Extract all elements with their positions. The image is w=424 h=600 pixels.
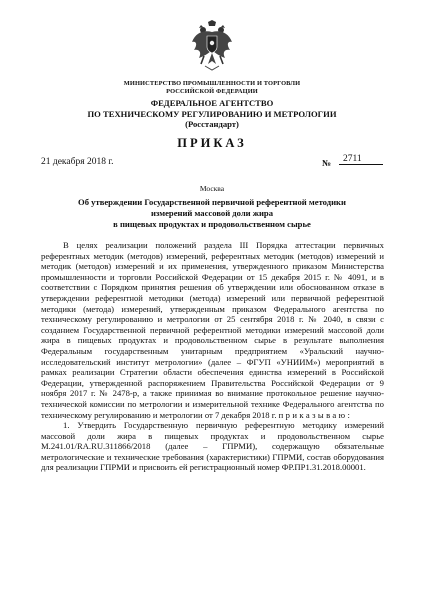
order-number: 2711 <box>339 154 383 165</box>
subject-line-1: Об утверждении Государственной первичной референтной методики <box>78 197 346 207</box>
agency-line-1: ФЕДЕРАЛЬНОЕ АГЕНТСТВО <box>150 98 274 108</box>
ministry-name <box>0 80 424 96</box>
order-date: 21 декабря 2018 г. <box>41 157 114 167</box>
body-paragraph-2: 1. Утвердить Государственную первичную референтную методику измерений массовой доли жира в пищевых продуктах и продовольственном сырье М.241.01/RA.RU.311866/2018 (далее – ГПРМИ), содержащую обязательные метрологические и технические требования (характеристики) ГПРМИ, состав оборудования для реализации ГПРМИ и присвоить ей регистрационный номер ФР.ПР1.31.2018.00001. <box>41 420 384 473</box>
agency-line-2: ПО ТЕХНИЧЕСКОМУ РЕГУЛИРОВАНИЮ И МЕТРОЛОГИИ <box>87 108 337 119</box>
body-paragraph-1 <box>41 240 384 420</box>
order-subject <box>52 197 372 230</box>
command-word: приказываю: <box>278 409 353 420</box>
subject-line-3: в пищевых продуктах и продовольственном сырье <box>113 219 311 229</box>
order-body <box>41 240 384 473</box>
subject-line-2: измерений массовой доли жира <box>150 208 274 218</box>
ministry-line-2: РОССИЙСКОЙ ФЕДЕРАЦИИ <box>166 88 258 95</box>
agency-name <box>0 98 424 130</box>
ministry-line-1: МИНИСТЕРСТВО ПРОМЫШЛЕННОСТИ И ТОРГОВЛИ <box>123 80 301 87</box>
agency-short-name: (Росстандарт) <box>185 119 239 129</box>
coat-of-arms-icon <box>190 20 234 72</box>
order-number-label: № <box>322 158 332 168</box>
order-city: Москва <box>199 184 225 193</box>
paragraph-1-text: В целях реализации положений раздела III Порядка аттестации первичных референтных методик (методов) измерений, референтных методик (методов) измерений и методик (методов) измерений и их применения, утвержденного приказом Министерства промышленности и торговли Российской Федерации от 15 декабря 2015 г. № 4091, и в соответствии с Порядком принятия решения об утверждении или обоснованном отказе в утверждении референтной методики (метода) измерений или первичной референтной методики (метода) измерений, утвержденным приказом Федерального агентства по техническому регулированию и метрологии от 25 сентября 2018 г. № 2040, в связи с созданием Государственной первичной референтной методики измерений массовой доли жира в пищевых продуктах и продовольственном сырье в результате выполнения Федеральным государственным унитарным предприятием «Уральский научно-исследовательский институт метрологии» (далее – ФГУП «УНИИМ») мероприятий в рамках реализации Стратегии области обеспечения единства измерений в Российской Федерации, утвержденной распоряжением Правительства Российской Федерации от 9 ноября 2017 г. № 2478-р, а также принимая во внимание протокольное решение научно-технической комиссии по метрологии и измерительной технике Федерального агентства по техническому регулированию и метрологии от 7 декабря 2018 г. <box>41 240 384 420</box>
order-title: ПРИКАЗ <box>177 136 247 150</box>
